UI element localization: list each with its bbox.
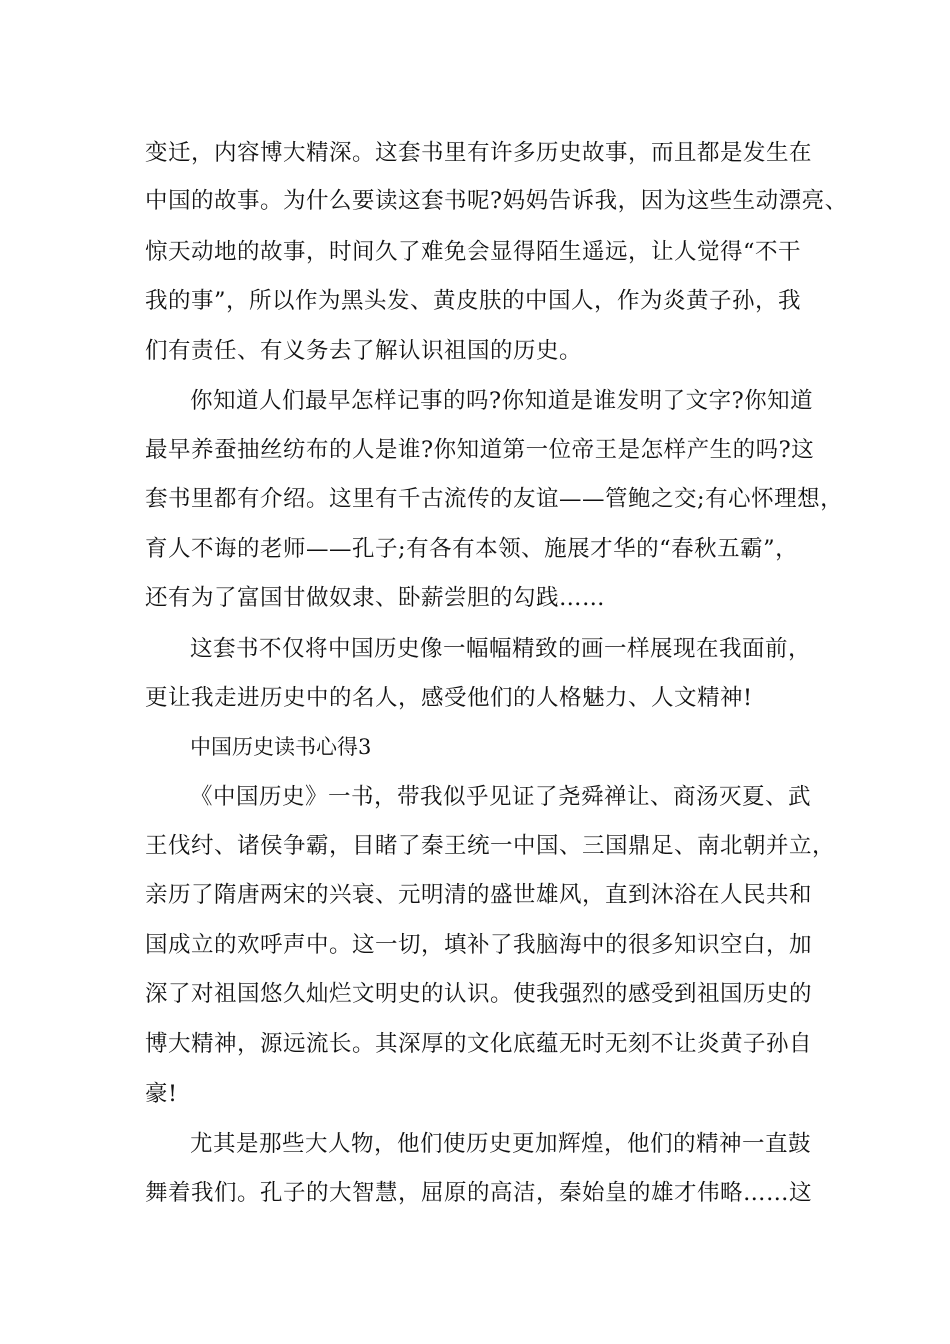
text-line: 更让我走进历史中的名人，感受他们的人格魅力、人文精神!	[145, 685, 753, 711]
text-line: 深了对祖国悠久灿烂文明史的认识。使我强烈的感受到祖国历史的	[145, 981, 813, 1007]
text-line: 惊天动地的故事，时间久了难免会显得陌生遥远，让人觉得“不干	[145, 239, 802, 265]
text-line: 国成立的欢呼声中。这一切，填补了我脑海中的很多知识空白，加	[145, 932, 813, 958]
paragraph-first-line: 这套书不仅将中国历史像一幅幅精致的画一样展现在我面前，	[190, 636, 812, 662]
text-line: 豪!	[145, 1081, 178, 1107]
paragraph-first-line: 《中国历史》一书，带我似乎见证了尧舜禅让、商汤灭夏、武	[190, 784, 812, 810]
text-line: 套书里都有介绍。这里有千古流传的友谊——管鲍之交;有心怀理想，	[145, 486, 844, 512]
text-line: 王伐纣、诸侯争霸，目睹了秦王统一中国、三国鼎足、南北朝并立，	[145, 833, 836, 859]
text-line: 亲历了隋唐两宋的兴衰、元明清的盛世雄风，直到沐浴在人民共和	[145, 882, 813, 908]
text-line: 还有为了富国甘做奴隶、卧薪尝胆的勾践……	[145, 585, 606, 611]
text-line: 舞着我们。孔子的大智慧，屈原的高洁，秦始皇的雄才伟略……这	[145, 1180, 813, 1206]
text-line: 中国的故事。为什么要读这套书呢?妈妈告诉我，因为这些生动漂亮、	[145, 188, 848, 214]
text-line: 我的事”，所以作为黑头发、黄皮肤的中国人，作为炎黄子孙，我	[145, 288, 802, 314]
text-line: 育人不诲的老师——孔子;有各有本领、施展才华的“春秋五霸”，	[145, 536, 799, 562]
text-line: 最早养蚕抽丝纺布的人是谁?你知道第一位帝王是怎样产生的吗?这	[145, 437, 815, 463]
section-heading: 中国历史读书心得3	[190, 735, 372, 759]
text-line: 们有责任、有义务去了解认识祖国的历史。	[145, 338, 583, 364]
text-line: 博大精神，源远流长。其深厚的文化底蕴无时无刻不让炎黄子孙自	[145, 1031, 813, 1057]
paragraph-first-line: 你知道人们最早怎样记事的吗?你知道是谁发明了文字?你知道	[190, 388, 814, 414]
text-line: 变迁，内容博大精深。这套书里有许多历史故事，而且都是发生在	[145, 140, 813, 166]
paragraph-first-line: 尤其是那些大人物，他们使历史更加辉煌，他们的精神一直鼓	[190, 1131, 812, 1157]
